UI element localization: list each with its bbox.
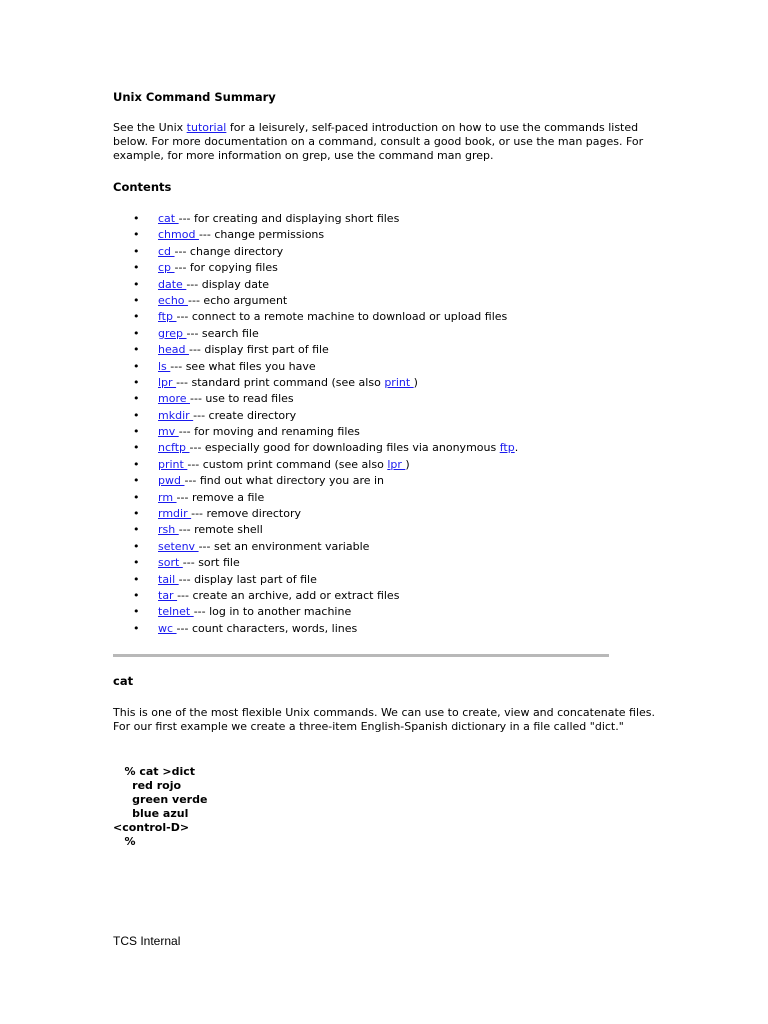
command-description-tail: )	[405, 457, 410, 471]
command-link[interactable]: mv	[158, 425, 179, 439]
command-link[interactable]: echo	[158, 293, 189, 307]
command-link[interactable]: tar	[158, 588, 178, 602]
command-link[interactable]: cd	[158, 244, 175, 258]
tutorial-link[interactable]: tutorial	[186, 121, 227, 134]
contents-list-item	[113, 522, 518, 538]
bullet-icon: •	[133, 408, 140, 422]
contents-list-item	[113, 621, 518, 637]
bullet-icon: •	[133, 425, 140, 439]
command-description: --- for creating and displaying short files	[178, 212, 400, 225]
bullet-icon: •	[133, 326, 140, 340]
command-description: --- create directory	[193, 408, 297, 422]
contents-list-item	[113, 588, 518, 604]
bullet-icon: •	[133, 572, 140, 586]
command-link[interactable]: rmdir	[158, 507, 192, 521]
command-description: --- standard print command (see also	[176, 375, 385, 389]
command-description: --- create an archive, add or extract files	[177, 588, 400, 602]
bullet-icon: •	[133, 310, 140, 324]
horizontal-divider	[113, 654, 609, 657]
command-description: --- display date	[186, 277, 270, 291]
command-link[interactable]: chmod	[158, 228, 199, 242]
bullet-icon: •	[133, 621, 140, 635]
bullet-icon: •	[133, 441, 140, 455]
command-link[interactable]: more	[158, 392, 190, 406]
contents-list-item	[113, 473, 518, 489]
bullet-icon: •	[133, 605, 140, 619]
contents-list-item	[113, 440, 518, 456]
command-description: --- for moving and renaming files	[178, 425, 360, 439]
command-description: --- use to read files	[190, 392, 294, 406]
bullet-icon: •	[133, 474, 140, 488]
command-description: --- count characters, words, lines	[176, 621, 358, 635]
command-description: --- change directory	[174, 244, 284, 258]
command-description: --- see what files you have	[170, 359, 316, 373]
command-description: --- change permissions	[198, 228, 325, 242]
contents-list-item	[113, 424, 518, 440]
code-line: blue azul	[113, 807, 189, 820]
bullet-icon: •	[133, 523, 140, 537]
command-link[interactable]: rsh	[158, 523, 179, 537]
bullet-icon: •	[133, 539, 140, 553]
command-description-tail: .	[514, 441, 519, 455]
intro-text-before: See the Unix	[113, 121, 187, 134]
intro-paragraph	[113, 121, 673, 163]
contents-list-item	[113, 260, 518, 276]
contents-list-item	[113, 572, 518, 588]
contents-list-item	[113, 326, 518, 342]
bullet-icon: •	[133, 375, 140, 389]
command-link[interactable]: tail	[158, 572, 179, 586]
code-line: %	[113, 835, 136, 848]
bullet-icon: •	[133, 277, 140, 291]
command-description: --- remote shell	[178, 523, 263, 537]
contents-list-item	[113, 604, 518, 620]
command-description: --- display first part of file	[188, 343, 329, 357]
command-description: --- log in to another machine	[193, 605, 352, 619]
intro-text-after: for a leisurely, self-paced introduction on how to use the commands listed below. For more documentation on a command, consult a good book, or use the man pages. For example, for more information on grep, use the command man grep.	[113, 121, 644, 162]
contents-list-item	[113, 539, 518, 555]
bullet-icon: •	[133, 261, 140, 275]
contents-list-item	[113, 293, 518, 309]
command-description: --- find out what directory you are in	[184, 474, 385, 488]
command-description: --- echo argument	[188, 293, 288, 307]
code-line: % cat >dict	[113, 765, 196, 778]
bullet-icon: •	[133, 392, 140, 406]
command-description: --- especially good for downloading files via anonymous	[189, 441, 500, 455]
contents-list-item	[113, 227, 518, 243]
bullet-icon: •	[133, 343, 140, 357]
command-link[interactable]: sort	[158, 556, 183, 570]
command-link[interactable]: cat	[158, 212, 179, 225]
contents-list-item	[113, 244, 518, 260]
command-description: --- for copying files	[174, 261, 278, 275]
code-example	[113, 765, 207, 849]
command-link[interactable]: wc	[158, 621, 177, 635]
command-link[interactable]: ncftp	[158, 441, 190, 455]
bullet-icon: •	[133, 507, 140, 521]
cat-section-heading: cat	[113, 674, 134, 688]
contents-list-item	[113, 277, 518, 293]
command-description: --- remove directory	[191, 507, 301, 521]
code-line: green verde	[113, 793, 208, 806]
bullet-icon: •	[133, 490, 140, 504]
command-description-tail: )	[413, 375, 418, 389]
command-description: --- set an environment variable	[198, 539, 370, 553]
footer-label: TCS Internal	[113, 934, 181, 948]
contents-heading: Contents	[113, 180, 172, 194]
contents-list-item	[113, 391, 518, 407]
command-description: --- search file	[186, 326, 259, 340]
command-description: --- display last part of file	[178, 572, 317, 586]
command-link[interactable]: mkdir	[158, 408, 194, 422]
contents-list-item	[113, 457, 518, 473]
bullet-icon: •	[133, 588, 140, 602]
bullet-icon: •	[133, 228, 140, 242]
command-link[interactable]: grep	[158, 326, 187, 340]
code-line: red rojo	[113, 779, 182, 792]
bullet-icon: •	[133, 244, 140, 258]
command-link[interactable]: pwd	[158, 474, 185, 488]
contents-list-item	[113, 359, 518, 375]
command-description: --- remove a file	[176, 490, 265, 504]
see-also-link[interactable]: print	[384, 375, 414, 389]
see-also-link[interactable]: lpr	[387, 457, 406, 471]
bullet-icon: •	[133, 293, 140, 307]
contents-list-item	[113, 342, 518, 358]
page-title: Unix Command Summary	[113, 90, 276, 104]
command-link[interactable]: telnet	[158, 605, 194, 619]
contents-list-item	[113, 375, 518, 391]
command-description: --- custom print command (see also	[187, 457, 388, 471]
command-link[interactable]: ls	[158, 359, 171, 373]
contents-list-item	[113, 490, 518, 506]
command-description: --- sort file	[182, 556, 240, 570]
contents-list-item	[113, 555, 518, 571]
bullet-icon: •	[133, 359, 140, 373]
contents-list	[113, 211, 518, 637]
bullet-icon: •	[133, 457, 140, 471]
command-link[interactable]: ftp	[158, 310, 177, 324]
contents-list-item	[113, 309, 518, 325]
contents-list-item	[113, 408, 518, 424]
command-link[interactable]: lpr	[158, 375, 177, 389]
command-description: --- connect to a remote machine to download or upload files	[176, 310, 508, 324]
command-link[interactable]: print	[158, 457, 188, 471]
command-link[interactable]: rm	[158, 490, 177, 504]
command-link[interactable]: cp	[158, 261, 175, 275]
cat-section-text: This is one of the most flexible Unix commands. We can use to create, view and concatenate files. For our first example we create a three-item English-Spanish dictionary in a file called "dict."	[113, 706, 656, 733]
bullet-icon: •	[133, 556, 140, 570]
contents-list-item	[113, 211, 518, 227]
see-also-link[interactable]: ftp	[499, 441, 515, 455]
command-link[interactable]: date	[158, 277, 187, 291]
command-link[interactable]: setenv	[158, 539, 199, 553]
bullet-icon: •	[133, 212, 140, 225]
command-link[interactable]: head	[158, 343, 189, 357]
code-line: <control-D>	[113, 821, 190, 834]
contents-list-item	[113, 506, 518, 522]
